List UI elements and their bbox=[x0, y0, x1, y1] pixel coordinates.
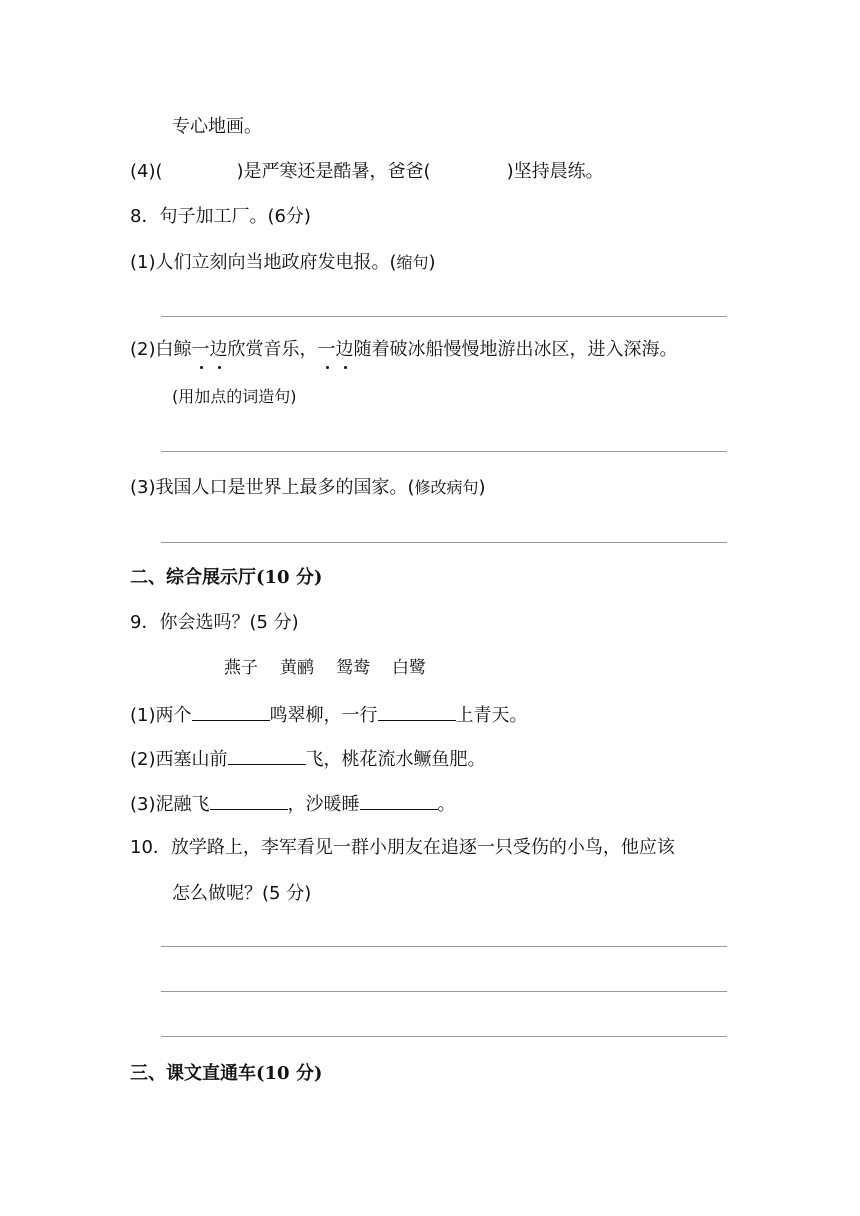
q8-s2-answer-line[interactable] bbox=[161, 451, 727, 452]
q8-s1-text: (1)人们立刻向当地政府发电报。( bbox=[130, 252, 397, 273]
q10-answer-line[interactable] bbox=[161, 946, 727, 947]
q8-sentence-3 bbox=[130, 476, 486, 500]
q8-s3-note: 修改病句 bbox=[414, 478, 479, 497]
q10-answer-line[interactable] bbox=[161, 991, 727, 992]
q9-l2-b: 飞，桃花流水鳜鱼肥。 bbox=[305, 749, 486, 770]
q9-line-3 bbox=[130, 791, 456, 817]
q9-line-1 bbox=[130, 702, 528, 728]
q9-l1-c: 上青天。 bbox=[455, 705, 528, 726]
q9-word-bank bbox=[224, 656, 448, 680]
fill-blank[interactable] bbox=[378, 702, 456, 721]
q7-4-mid: )是严寒还是酷暑，爸爸( bbox=[236, 161, 431, 182]
q9-l1-a: (1)两个 bbox=[130, 705, 192, 726]
q8-s2-part3: 随着破冰船慢慢地游出冰区，进入深海。 bbox=[353, 339, 678, 360]
q8-s2-note: (用加点的词造句) bbox=[172, 387, 297, 406]
q7-4-suffix: )坚持晨练。 bbox=[506, 161, 604, 182]
q8-s2-part1: (2)白鲸 bbox=[130, 339, 192, 360]
fill-blank[interactable] bbox=[228, 746, 306, 765]
q9-l3-c: 。 bbox=[437, 794, 456, 815]
section-2-heading: 二、综合展示厅(10 分) bbox=[130, 567, 323, 588]
q7-4-prefix: (4)( bbox=[130, 161, 163, 182]
word-bank-item: 鸳鸯 bbox=[336, 658, 370, 678]
q9-line-2 bbox=[130, 746, 486, 772]
q9-title: 9．你会选吗？(5 分) bbox=[130, 612, 299, 633]
fill-blank[interactable] bbox=[360, 791, 438, 810]
q10-answer-line[interactable] bbox=[161, 1036, 727, 1037]
q8-s3-answer-line[interactable] bbox=[161, 542, 727, 543]
emphasis-dot-char: 一 bbox=[317, 339, 336, 360]
q7-continuation: 专心地画。 bbox=[172, 116, 262, 137]
q9-l3-b: ，沙暖睡 bbox=[287, 794, 360, 815]
q9-l2-a: (2)西塞山前 bbox=[130, 749, 228, 770]
fill-blank[interactable] bbox=[210, 791, 288, 810]
emphasis-dot-char: 一 bbox=[191, 339, 210, 360]
fill-blank[interactable] bbox=[192, 702, 270, 721]
q7-item-4 bbox=[130, 160, 604, 184]
emphasis-dot-char: 边 bbox=[209, 339, 228, 360]
q8-title: 8．句子加工厂。(6分) bbox=[130, 206, 311, 227]
q8-s3-text: (3)我国人口是世界上最多的国家。( bbox=[130, 477, 415, 498]
q10-question-line-1: 10．放学路上，李军看见一群小朋友在追逐一只受伤的小鸟，他应该 bbox=[130, 837, 675, 858]
q9-l1-b: 鸣翠柳，一行 bbox=[269, 705, 378, 726]
q8-s1-close: ) bbox=[428, 252, 436, 273]
q9-l3-a: (3)泥融飞 bbox=[130, 794, 210, 815]
q10-question-line-2: 怎么做呢？(5 分) bbox=[172, 883, 312, 904]
emphasis-dot-char: 边 bbox=[335, 339, 354, 360]
q8-sentence-2 bbox=[130, 338, 678, 362]
q8-s1-note: 缩句 bbox=[396, 253, 429, 272]
q8-s2-part2: 欣赏音乐， bbox=[227, 339, 318, 360]
q8-sentence-1 bbox=[130, 251, 436, 275]
section-3-heading: 三、课文直通车(10 分) bbox=[130, 1063, 323, 1084]
word-bank-item: 燕子 bbox=[224, 658, 258, 678]
word-bank-item: 白鹭 bbox=[392, 658, 426, 678]
q8-s3-close: ) bbox=[478, 477, 486, 498]
word-bank-item: 黄鹂 bbox=[280, 658, 314, 678]
q8-s1-answer-line[interactable] bbox=[161, 316, 727, 317]
